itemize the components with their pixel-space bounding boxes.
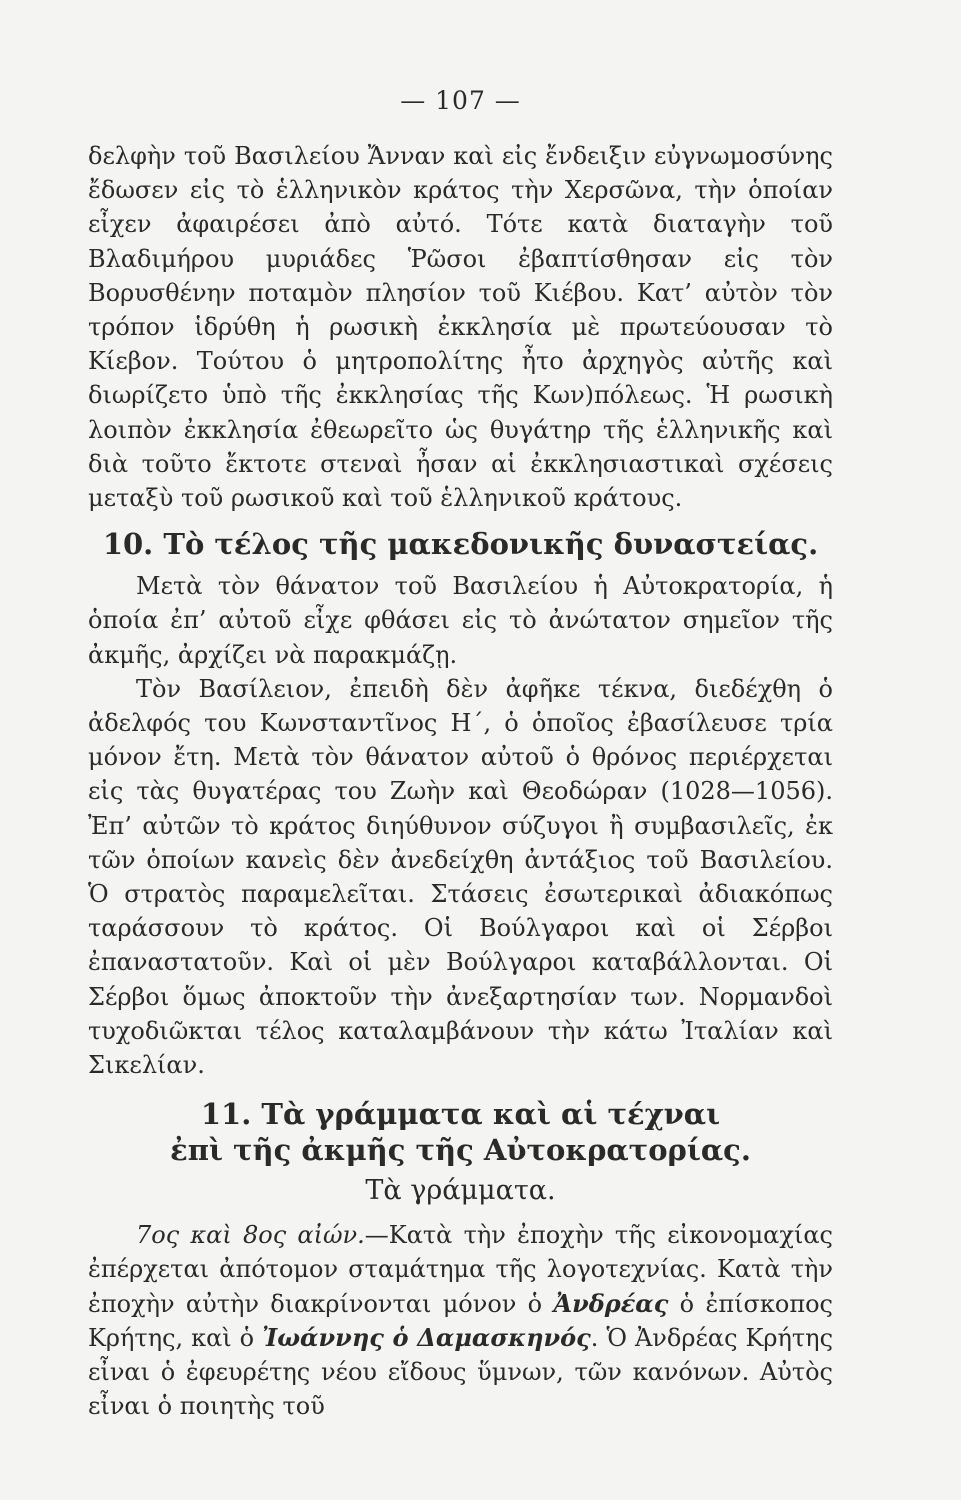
page-number: — 107 — (400, 86, 521, 115)
section-10-heading: 10. Τὸ τέλος τῆς μακεδονικῆς δυναστείας. (102, 527, 819, 562)
paragraph-lead-centuries: 7ος καὶ 8ος αἰών. (136, 1221, 365, 1250)
paragraph-text-part-1: —Κατὰ τὴν ἐποχὴν τῆς εἰκονομαχίας ἐπέρχεται ἀπότομον σταμάτημα τῆς λογοτεχνίας. Κατὰ τὴν ἐποχὴν αὐτὴν διακρίνονται μόνον ὁ (88, 1221, 833, 1318)
paragraph-succession: Τὸν Βασίλειον, ἐπειδὴ δὲν ἀφῆκε τέκνα, διεδέχθη ὁ ἀδελφός του Κωνσταντῖνος Η΄, ὁ ὁποῖος ἐβασίλευσε τρία μόνον ἔτη. Μετὰ τὸν θάνατον αὐτοῦ ὁ θρόνος περιέρχεται εἰς τὰς θυγατέρας του Ζωὴν καὶ Θεοδώραν (1028—1056). Ἐπ’ αὐτῶν τὸ κράτος διηύθυνον σύζυγοι ἢ συμβασιλεῖς, ἐκ τῶν ὁποίων κανεὶς δὲν ἀνεδείχθη ἀντάξιος τοῦ Βασιλείου. Ὁ στρατὸς παραμελεῖται. Στάσεις ἐσωτερικαὶ ἀδιακόπως ταράσσουν τὸ κράτος. Οἱ Βούλγαροι καὶ οἱ Σέρβοι ἐπαναστατοῦν. Καὶ οἱ μὲν Βούλγαροι καταβάλλονται. Οἱ Σέρβοι ὅμως ἀποκτοῦν τὴν ἀνεξαρτησίαν των. Νορμανδοὶ τυχοδιῶκται τέλος καταλαμβάνουν τὴν κάτω Ἰταλίαν καὶ Σικελίαν. (88, 674, 833, 1080)
section-11-heading-line-1: 11. Τὰ γράμματα καὶ αἱ τέχναι (200, 1097, 721, 1132)
paragraph-7th-8th-century (88, 1218, 833, 1423)
paragraph-text-part-3: . Ὁ Ἀνδρέας Κρήτης εἶναι ὁ ἐφευρέτης νέου εἴδους ὕμνων, τῶν κανόνων. Αὐτὸς εἶναι ὁ ποιητὴς τοῦ (88, 1323, 834, 1421)
section-11-heading (88, 1096, 833, 1168)
subsection-heading-letters: Τὰ γράμματα. (365, 1175, 556, 1207)
name-andreas: Ἀνδρέας (553, 1288, 669, 1318)
paragraph-baptism-of-russia: δελφὴν τοῦ Βασιλείου Ἄνναν καὶ εἰς ἔνδειξιν εὐγνωμοσύνης ἔδωσεν εἰς τὸ ἑλληνικὸν κράτος τὴν Χερσῶνα, τὴν ὁποίαν εἶχεν ἀφαιρέσει ἀπὸ αὐτό. Τότε κατὰ διαταγὴν τοῦ Βλαδιμήρου μυριάδες Ῥῶσοι ἐβαπτίσθησαν εἰς τὸν Βορυσθένην ποταμὸν πλησίον τοῦ Κιέβου. Κατ’ αὐτὸν τὸν τρόπον ἱδρύθη ἡ ρωσικὴ ἐκκλησία μὲ πρωτεύουσαν τὸ Κίεβον. Τούτου ὁ μητροπολίτης ἦτο ἀρχηγὸς αὐτῆς καὶ διωρίζετο ὑπὸ τῆς ἐκκλησίας τῆς Κων)πόλεως. Ἡ ρωσικὴ λοιπὸν ἐκκλησία ἐθεωρεῖτο ὡς θυγάτηρ τῆς ἑλληνικῆς καὶ διὰ τοῦτο ἔκτοτε στεναὶ ἦσαν αἱ ἐκκλησιαστικαὶ σχέσεις μεταξὺ τοῦ ρωσικοῦ καὶ τοῦ ἑλληνικοῦ κράτους. (88, 142, 833, 513)
name-ioannis-damaskinos: Ἰωάννης ὁ Δαμασκηνός (262, 1322, 591, 1352)
section-11-heading-line-2: ἐπὶ τῆς ἀκμῆς τῆς Αὐτοκρατορίας. (170, 1133, 751, 1168)
paragraph-text-part-2: ὁ ἐπίσκοπος Κρήτης, καὶ ὁ (88, 1289, 834, 1352)
paragraph-decline-begins: Μετὰ τὸν θάνατον τοῦ Βασιλείου ἡ Αὐτοκρατορία, ἡ ὁποία ἐπ’ αὐτοῦ εἶχε φθάσει εἰς τὸ ἀνώτατον σημεῖον τῆς ἀκμῆς, ἀρχίζει νὰ παρακμάζῃ. (88, 572, 833, 669)
